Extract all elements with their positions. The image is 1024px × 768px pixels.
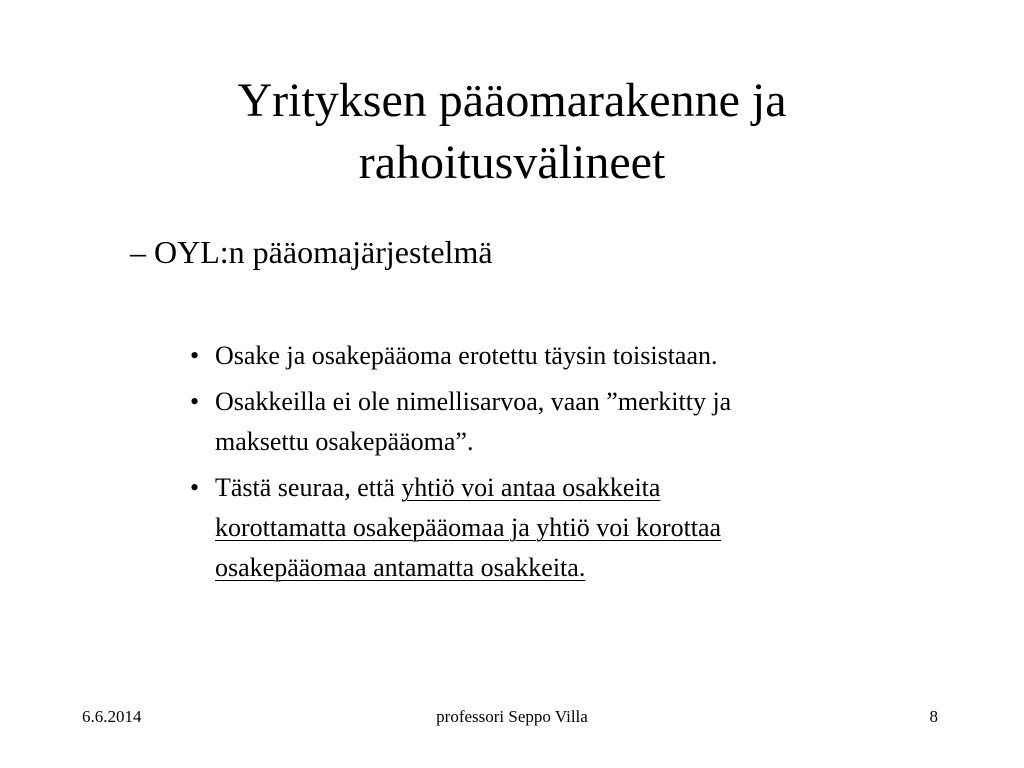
bullet-icon: •	[190, 341, 200, 370]
bullet-3-underlined-3: osakepääomaa antamatta osakkeita.	[215, 553, 586, 582]
bullet-3-underlined-2: korottamatta osakepääomaa ja yhtiö voi korottaa	[215, 513, 722, 542]
slide-title	[112, 70, 912, 194]
bullet-icon: •	[190, 387, 200, 416]
bullet-item-1	[188, 336, 908, 376]
bullet-3-line-2	[215, 508, 908, 548]
bullet-list	[188, 336, 908, 594]
bullet-3-line-1	[215, 468, 908, 508]
bullet-3-underlined-1: yhtiö voi antaa osakkeita	[401, 473, 661, 502]
slide-title-line-1: Yrityksen pääomarakenne ja	[237, 74, 787, 127]
bullet-item-2	[188, 382, 908, 462]
footer-page-number: 8	[929, 707, 938, 726]
footer-date: 6.6.2014	[82, 707, 142, 726]
bullet-3-line-3	[215, 548, 908, 588]
bullet-icon: •	[190, 473, 200, 502]
bullet-2-line-2: maksettu osakepääoma”.	[215, 427, 474, 456]
bullet-1-line-1: Osake ja osakepääoma erotettu täysin toisistaan.	[215, 341, 718, 370]
subheading: – OYL:n pääomajärjestelmä	[130, 234, 493, 270]
bullet-item-3	[188, 468, 908, 588]
slide-title-line-2: rahoitusvälineet	[358, 136, 666, 189]
bullet-3-prefix: Tästä seuraa, että	[215, 473, 402, 502]
footer-author: professori Seppo Villa	[436, 707, 588, 726]
bullet-2-line-1: Osakkeilla ei ole nimellisarvoa, vaan ”merkitty ja	[215, 387, 732, 416]
